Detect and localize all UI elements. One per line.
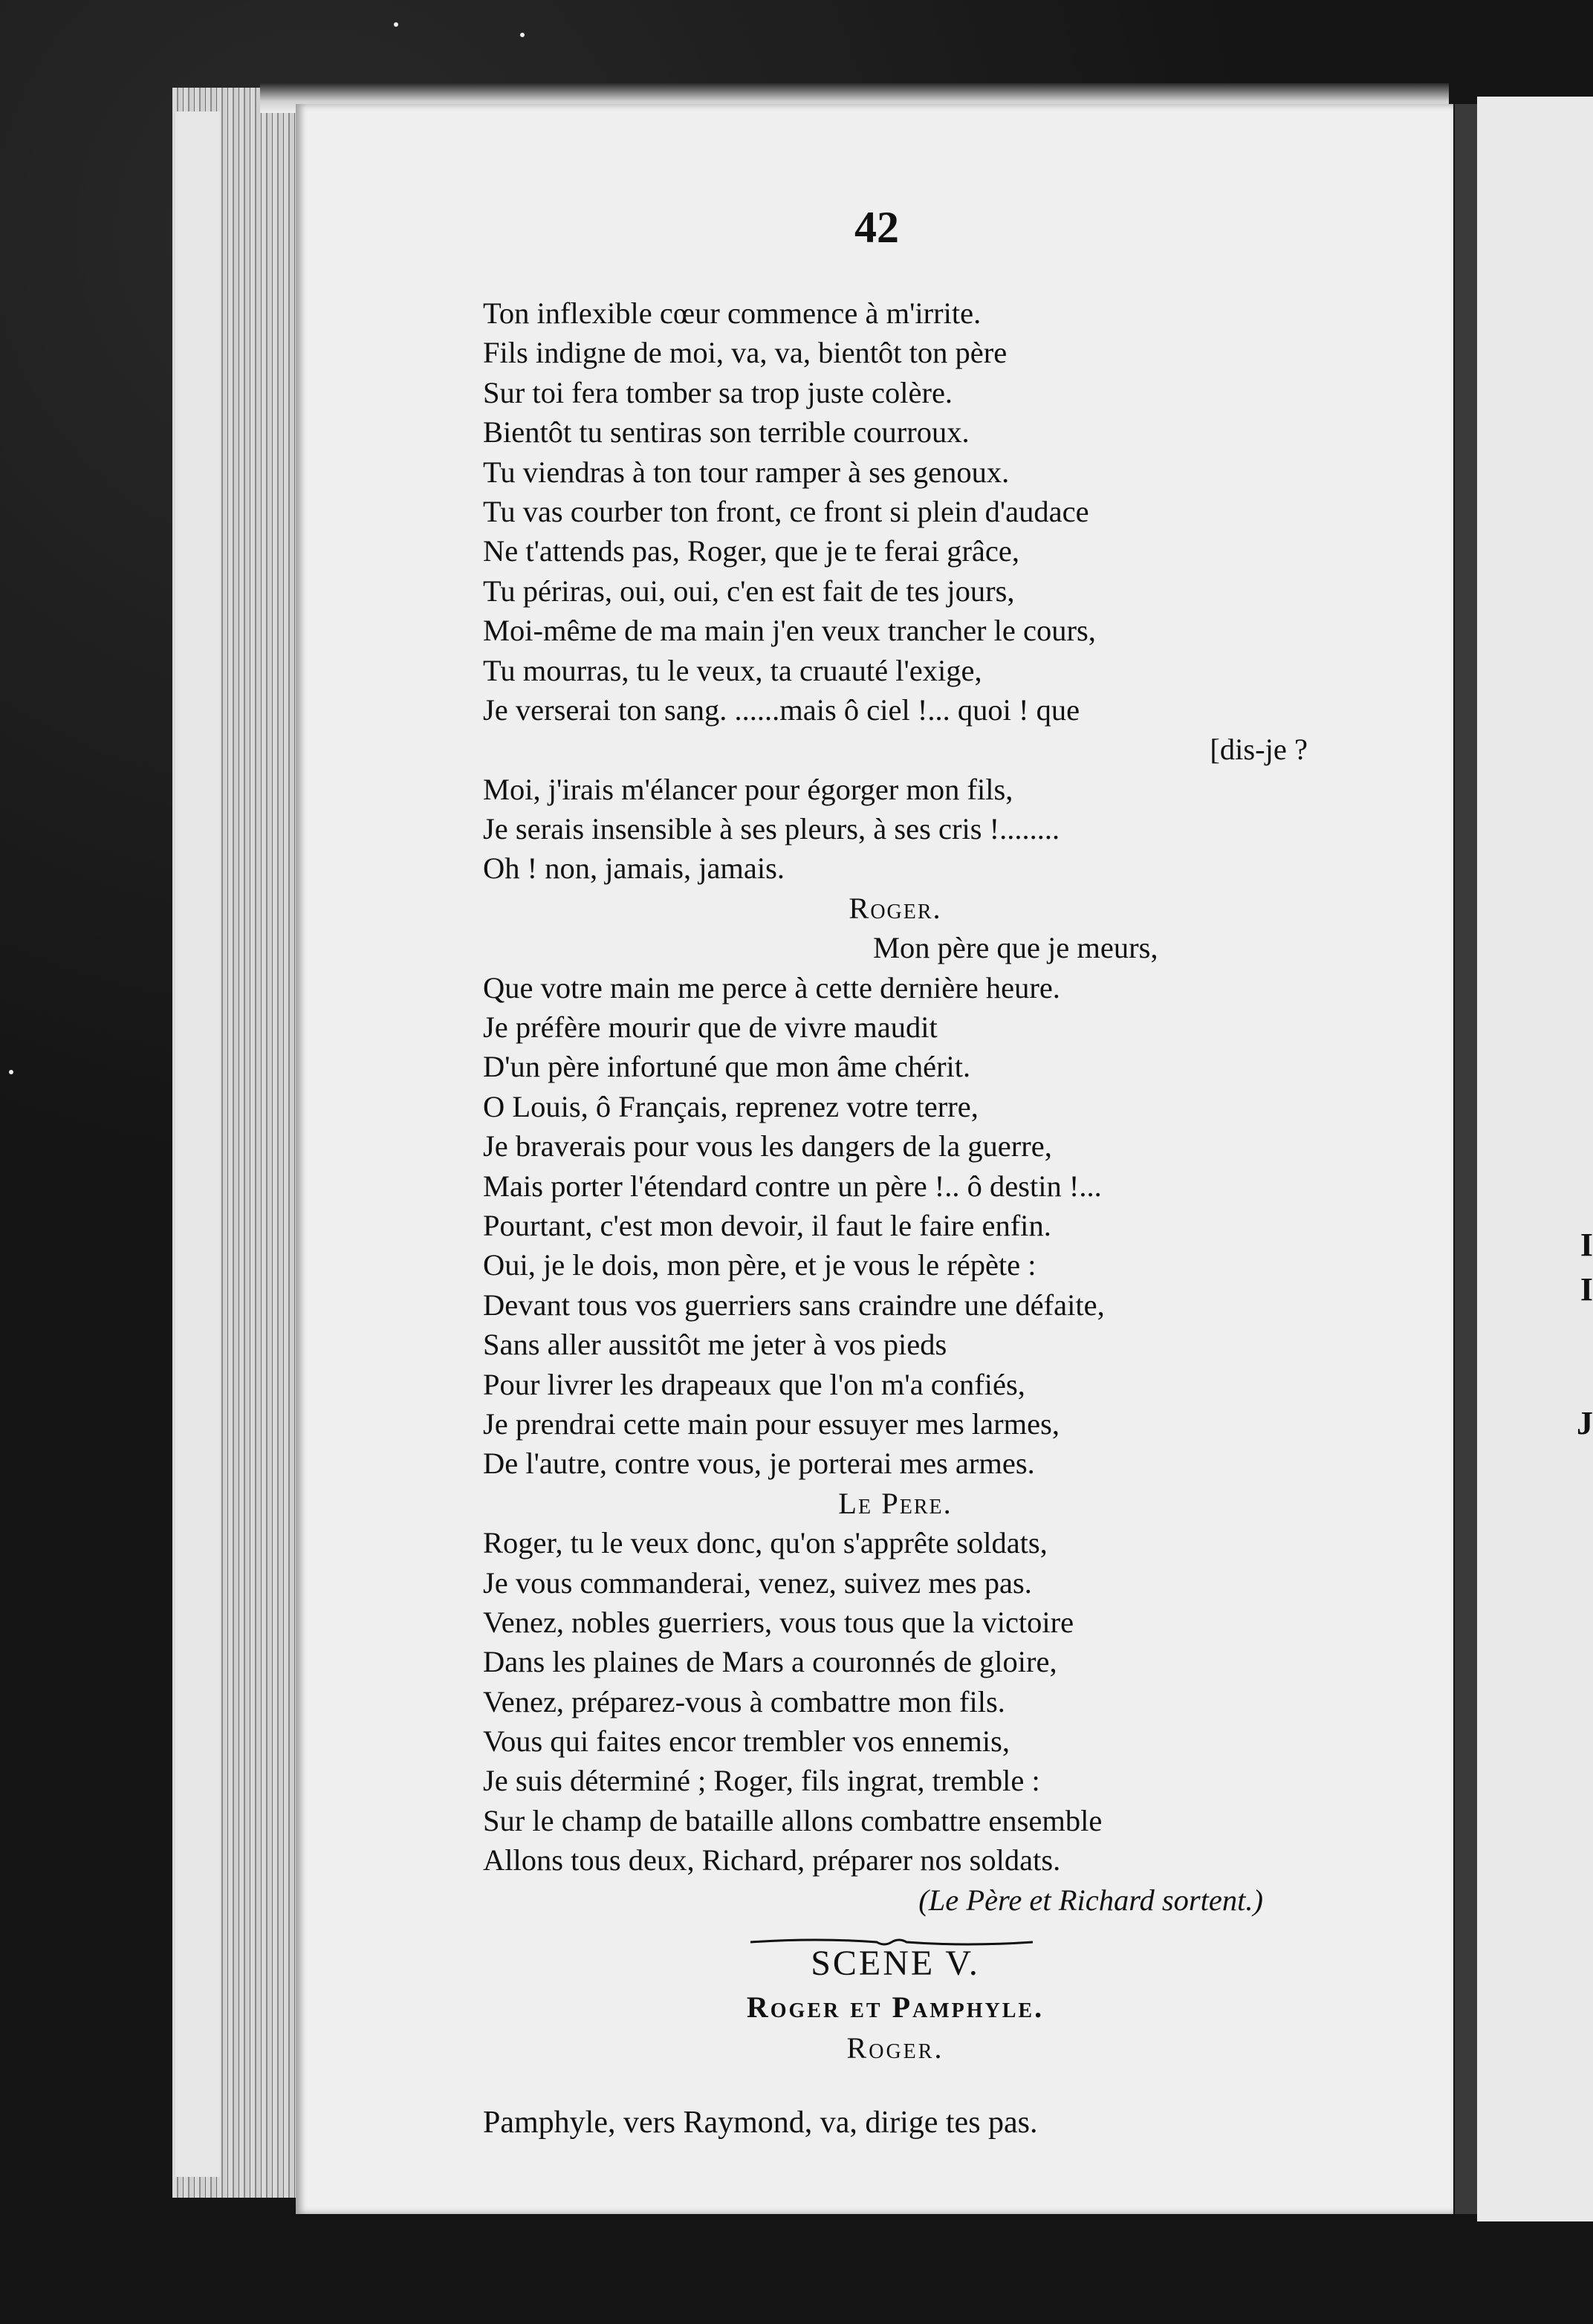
verse-line: Tu viendras à ton tour ramper à ses genoux.	[483, 455, 1010, 489]
scene-characters: Roger et Pamphyle.	[746, 1990, 1045, 2024]
verse-line: Dans les plaines de Mars a couronnés de gloire,	[483, 1645, 1057, 1679]
verse-line: Pour livrer les drapeaux que l'on m'a confiés,	[483, 1367, 1025, 1401]
scene-speaker: Roger.	[846, 2031, 944, 2065]
verse-line: [dis-je ?	[1210, 733, 1308, 767]
verse-line: Oui, je le dois, mon père, et je vous le répète :	[483, 1248, 1036, 1282]
spine-shadow	[1455, 104, 1477, 2214]
verse-line: Mon père que je meurs,	[873, 931, 1158, 965]
verse-line: Venez, préparez-vous à combattre mon fils.	[483, 1684, 1005, 1718]
speaker-name: Le Pere.	[838, 1486, 953, 1520]
verse-line: Moi, j'irais m'élancer pour égorger mon fils,	[483, 772, 1013, 806]
verse-line: Tu mourras, tu le veux, ta cruauté l'exige,	[483, 653, 982, 687]
verse-line: Je verserai ton sang. ......mais ô ciel !... quoi ! que	[483, 692, 1080, 727]
verse-line: Vous qui faites encor trembler vos ennemis,	[483, 1724, 1010, 1759]
next-page-fragment: I	[1580, 1271, 1593, 1308]
verse-line: Je suis déterminé ; Roger, fils ingrat, tremble :	[483, 1764, 1040, 1798]
verse-line: Allons tous deux, Richard, préparer nos soldats.	[483, 1843, 1061, 1877]
verse-line: Pamphyle, vers Raymond, va, dirige tes pas.	[483, 2106, 1038, 2140]
verse-line: Oh ! non, jamais, jamais.	[483, 851, 785, 886]
verse-line: Moi-même de ma main j'en veux trancher le cours,	[483, 614, 1096, 648]
page-number: 42	[854, 203, 899, 252]
verse-line: Ne t'attends pas, Roger, que je te ferai grâce,	[483, 534, 1019, 568]
book-cover-edge	[175, 111, 220, 2177]
stage-direction: (Le Père et Richard sortent.)	[918, 1883, 1263, 1917]
next-page-strip	[1477, 97, 1593, 2221]
verse-line: Je vous commanderai, venez, suivez mes pas.	[483, 1565, 1032, 1600]
scan-speck	[394, 22, 398, 27]
verse-line: O Louis, ô Français, reprenez votre terre,	[483, 1089, 979, 1123]
verse-line: Venez, nobles guerriers, vous tous que la victoire	[483, 1605, 1074, 1639]
verse-line: Je serais insensible à ses pleurs, à ses cris !........	[483, 812, 1060, 846]
verse-line: Tu périras, oui, oui, c'en est fait de tes jours,	[483, 574, 1015, 608]
verse-line: Pourtant, c'est mon devoir, il faut le faire enfin.	[483, 1208, 1051, 1242]
verse-line: Ton inflexible cœur commence à m'irrite.	[483, 296, 982, 330]
scene-title: SCENE V.	[811, 1944, 980, 1983]
verse-line: Sur toi fera tomber sa trop juste colère.	[483, 375, 953, 409]
next-page-fragment: J	[1577, 1405, 1593, 1441]
verse-line: Roger, tu le veux donc, qu'on s'apprête soldats,	[483, 1526, 1048, 1560]
speaker-name: Roger.	[849, 891, 942, 925]
verse-line: Je prendrai cette main pour essuyer mes larmes,	[483, 1406, 1060, 1441]
verse-line: De l'autre, contre vous, je porterai mes armes.	[483, 1447, 1035, 1481]
verse-line: Devant tous vos guerriers sans craindre une défaite,	[483, 1288, 1105, 1322]
verse-line: Fils indigne de moi, va, va, bientôt ton père	[483, 336, 1008, 370]
verse-line: Je préfère mourir que de vivre maudit	[483, 1010, 938, 1045]
next-page-fragment: I	[1580, 1227, 1593, 1263]
verse-line: D'un père infortuné que mon âme chérit.	[483, 1050, 971, 1084]
scan-speck	[9, 1070, 13, 1074]
verse-line: Sans aller aussitôt me jeter à vos pieds	[483, 1328, 947, 1362]
verse-line: Mais porter l'étendard contre un père !.. ô destin !...	[483, 1169, 1102, 1203]
verse-text	[483, 293, 1308, 1959]
verse-line: Que votre main me perce à cette dernière heure.	[483, 970, 1060, 1004]
scan-speck	[520, 33, 525, 37]
verse-line: Je braverais pour vous les dangers de la guerre,	[483, 1129, 1052, 1163]
verse-line: Bientôt tu sentiras son terrible courroux.	[483, 415, 970, 449]
verse-line: Sur le champ de bataille allons combattre ensemble	[483, 1803, 1103, 1837]
verse-line: Tu vas courber ton front, ce front si plein d'audace	[483, 494, 1089, 528]
scene-heading	[483, 1941, 1308, 2068]
